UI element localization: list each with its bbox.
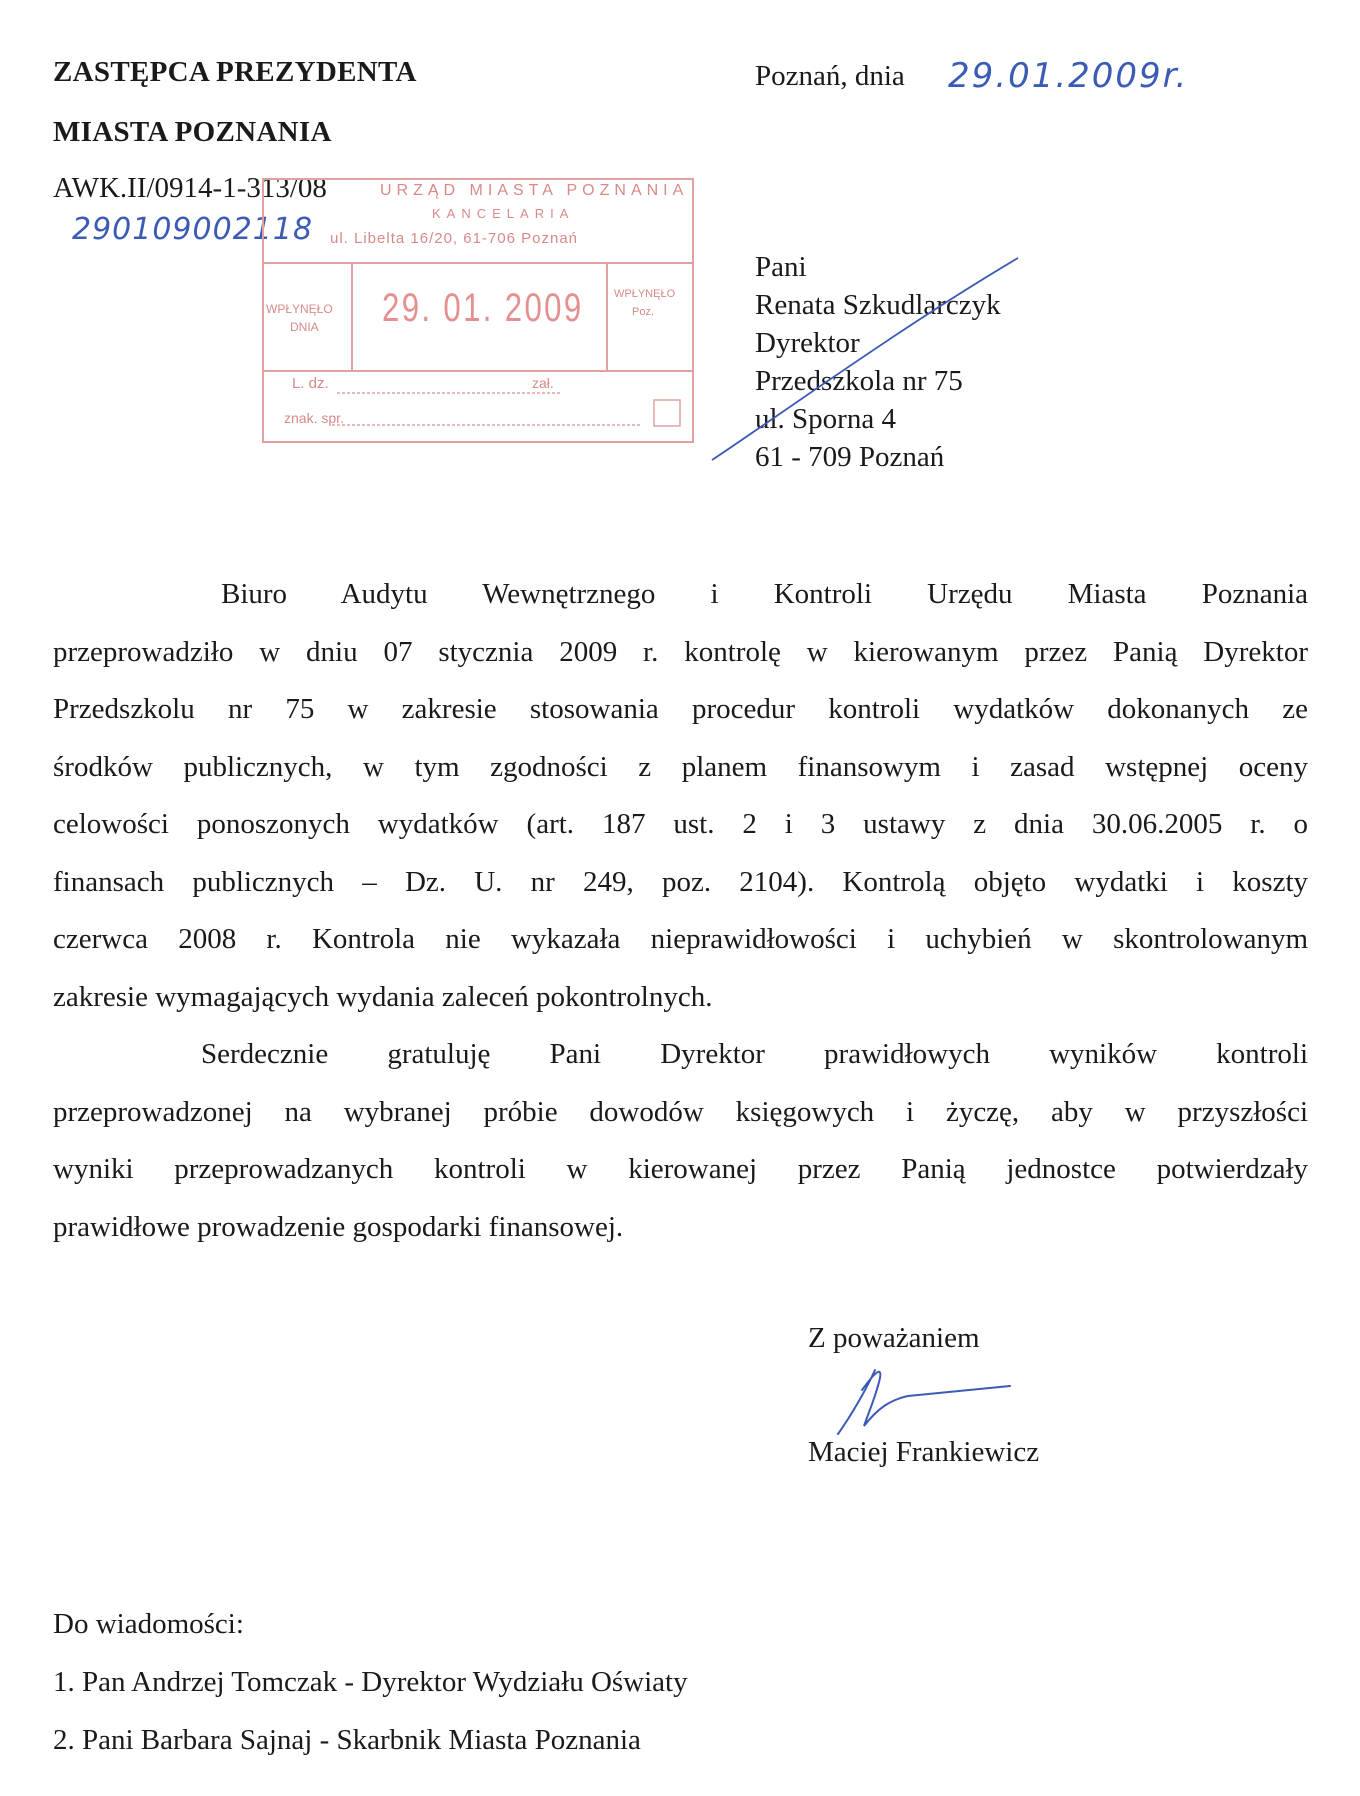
cc-label: Do wiadomości: bbox=[53, 1608, 244, 1640]
stamp-address: ul. Libelta 16/20, 61-706 Poznań bbox=[330, 230, 578, 247]
closing-greeting: Z poważaniem bbox=[808, 1322, 980, 1354]
recipient-line: Dyrektor bbox=[755, 327, 860, 359]
body-line: celowości ponoszonych wydatków (art. 187 ust. 2 i 3 ustawy z dnia 30.06.2005 r. o bbox=[53, 808, 1308, 840]
stamp-zal: zał. bbox=[532, 375, 554, 391]
stamp-header-2: KANCELARIA bbox=[432, 206, 575, 221]
body-line: zakresie wymagających wydania zaleceń pokontrolnych. bbox=[53, 980, 713, 1013]
stamp-date: 29. 01. 2009 bbox=[382, 286, 584, 330]
body-line: przeprowadzonej na wybranej próbie dowodów księgowych i życzę, aby w przyszłości bbox=[53, 1095, 1308, 1128]
stamp-znak: znak. spr. bbox=[284, 410, 344, 426]
handwritten-date: 29.01.2009r. bbox=[948, 56, 1189, 96]
body-line: Serdecznie gratuluję Pani Dyrektor prawidłowych wyników kontroli bbox=[201, 1038, 1308, 1070]
body-line: Przedszkolu nr 75 w zakresie stosowania procedur kontroli wydatków dokonanych ze bbox=[53, 693, 1308, 725]
recipient-line: 61 - 709 Poznań bbox=[755, 441, 945, 473]
stamp-received-label-2: DNIA bbox=[290, 320, 319, 334]
receipt-stamp bbox=[262, 178, 694, 443]
body-line: prawidłowe prowadzenie gospodarki finansowej. bbox=[53, 1210, 624, 1243]
sender-line-1: ZASTĘPCA PREZYDENTA bbox=[53, 56, 417, 88]
cc-item: 2. Pani Barbara Sajnaj - Skarbnik Miasta Poznania bbox=[53, 1724, 641, 1756]
signatory-name: Maciej Frankiewicz bbox=[808, 1436, 1040, 1468]
reference-number: AWK.II/0914-1-313/08 bbox=[53, 172, 327, 204]
stamp-received-label-1: WPŁYNĘŁO bbox=[266, 302, 333, 316]
cc-item: 1. Pan Andrzej Tomczak - Dyrektor Wydziału Oświaty bbox=[53, 1666, 688, 1698]
recipient-line: ul. Sporna 4 bbox=[755, 403, 896, 435]
body-line: Biuro Audytu Wewnętrznego i Kontroli Urzędu Miasta Poznania bbox=[221, 578, 1308, 610]
body-line: środków publicznych, w tym zgodności z planem finansowym i zasad wstępnej oceny bbox=[53, 750, 1308, 783]
recipient-line: Pani bbox=[755, 251, 807, 283]
sender-line-2: MIASTA POZNANIA bbox=[53, 116, 332, 148]
recipient-strike-line bbox=[700, 248, 1030, 468]
stamp-right-label-2: Poz. bbox=[632, 306, 655, 318]
place-date-label: Poznań, dnia bbox=[755, 60, 905, 92]
recipient-line: Renata Szkudlarczyk bbox=[755, 289, 1001, 321]
recipient-line: Przedszkola nr 75 bbox=[755, 365, 963, 397]
body-paragraph-2 bbox=[53, 1026, 1308, 1256]
stamp-header-1: URZĄD MIASTA POZNANIA bbox=[380, 182, 689, 199]
body-paragraph-1 bbox=[53, 566, 1308, 1026]
stamp-ldz: L. dz. bbox=[292, 375, 329, 392]
body-line: wyniki przeprowadzanych kontroli w kierowanej przez Panią jednostce potwierdzały bbox=[53, 1153, 1308, 1185]
stamp-right-label-1: WPŁYNĘŁO bbox=[614, 288, 676, 300]
signature bbox=[820, 1362, 1020, 1442]
body-line: przeprowadziło w dniu 07 stycznia 2009 r. kontrolę w kierowanym przez Panią Dyrektor bbox=[53, 635, 1308, 668]
body-line: finansach publicznych – Dz. U. nr 249, poz. 2104). Kontrolą objęto wydatki i koszty bbox=[53, 865, 1308, 898]
body-line: czerwca 2008 r. Kontrola nie wykazała nieprawidłowości i uchybień w skontrolowanym bbox=[53, 923, 1308, 955]
handwritten-reference: 290109002118 bbox=[72, 212, 314, 247]
